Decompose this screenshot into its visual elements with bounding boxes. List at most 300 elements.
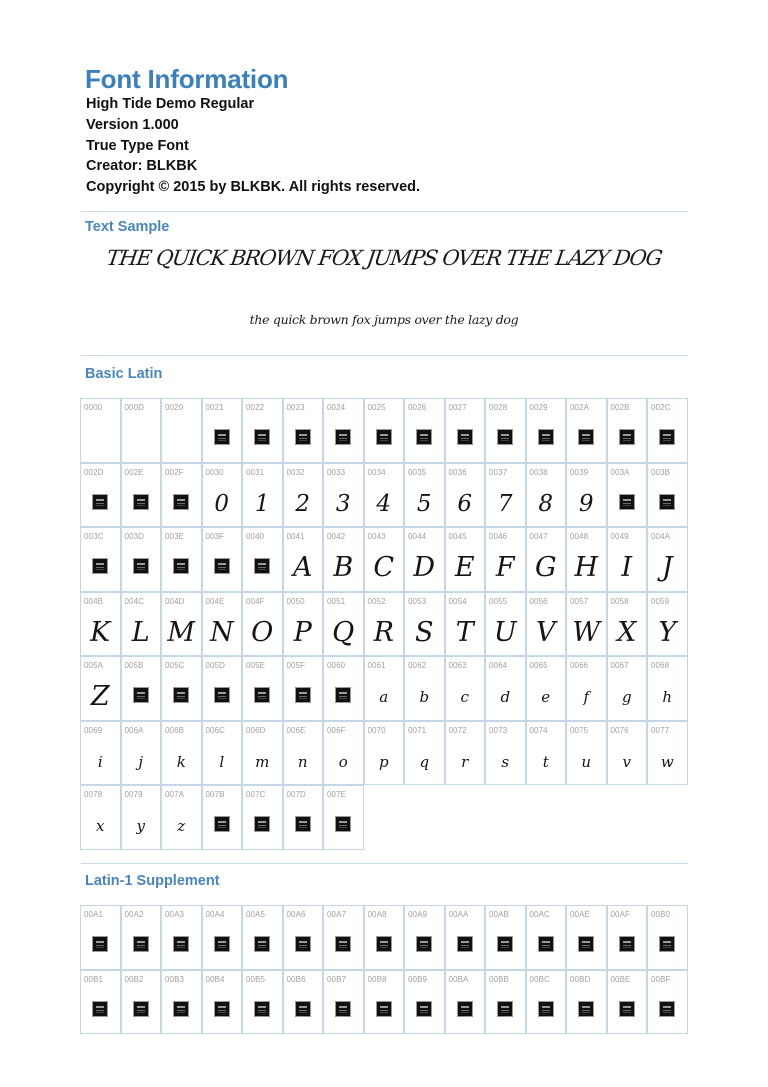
glyph-code: 0078	[84, 790, 103, 799]
glyph-code: 007E	[327, 790, 347, 799]
font-info	[86, 94, 420, 198]
demo-placeholder-icon	[254, 1001, 270, 1017]
glyph-cell	[364, 527, 405, 592]
glyph-code: 005E	[246, 661, 266, 670]
glyph-preview: R	[373, 616, 394, 648]
demo-placeholder-icon	[538, 429, 554, 445]
glyph-cell	[485, 656, 526, 721]
glyph-preview: 3	[335, 490, 351, 517]
glyph-code: 0045	[448, 532, 467, 541]
glyph-preview: T	[455, 616, 474, 648]
glyph-preview: 0	[214, 490, 230, 517]
glyph-code: 00B3	[165, 974, 185, 984]
glyph-code: 005A	[84, 661, 104, 670]
glyph-code: 0023	[286, 403, 305, 412]
demo-placeholder-icon	[173, 687, 189, 703]
glyph-code: 004E	[205, 596, 225, 606]
glyph-cell	[121, 905, 162, 970]
glyph-cell	[404, 721, 445, 786]
glyph-code: 003E	[165, 532, 185, 541]
glyph-cell	[404, 527, 445, 592]
glyph-code: 0037	[489, 467, 508, 477]
glyph-cell	[242, 398, 283, 463]
glyph-cell	[526, 905, 567, 970]
glyph-cell	[80, 592, 121, 657]
glyph-cell	[566, 527, 607, 592]
glyph-cell	[121, 721, 162, 786]
glyph-cell	[242, 463, 283, 528]
glyph-preview: o	[338, 752, 348, 771]
demo-placeholder-icon	[214, 429, 230, 445]
glyph-code: 00B4	[205, 974, 225, 984]
glyph-code: 0048	[570, 532, 589, 541]
demo-placeholder-icon	[133, 494, 149, 510]
glyph-code: 006D	[246, 725, 266, 735]
glyph-code: 0079	[124, 790, 143, 799]
glyph-code: 0055	[489, 596, 508, 606]
glyph-cell	[526, 656, 567, 721]
demo-placeholder-icon	[173, 494, 189, 510]
glyph-cell	[485, 905, 526, 970]
glyph-cell	[80, 785, 121, 850]
glyph-code: 0068	[651, 661, 670, 670]
glyph-cell	[202, 398, 243, 463]
demo-placeholder-icon	[295, 687, 311, 703]
glyph-preview: r	[461, 752, 469, 771]
glyph-preview: w	[660, 752, 674, 771]
glyph-cell	[364, 905, 405, 970]
glyph-preview: a	[379, 688, 389, 706]
glyph-code: 003D	[124, 532, 145, 541]
demo-placeholder-icon	[416, 1001, 432, 1017]
glyph-code: 00B5	[246, 974, 266, 984]
glyph-code: 00AB	[489, 910, 509, 919]
glyph-code: 0029	[529, 403, 548, 412]
glyph-preview: h	[662, 688, 673, 706]
glyph-code: 003A	[610, 467, 630, 477]
demo-placeholder-icon	[173, 1001, 189, 1017]
divider	[81, 211, 688, 212]
glyph-cell	[242, 970, 283, 1035]
glyph-code: 00BB	[489, 974, 509, 984]
glyph-preview: B	[333, 552, 354, 583]
glyph-cell	[121, 785, 162, 850]
glyph-code: 007C	[246, 790, 266, 799]
glyph-preview: u	[581, 752, 592, 771]
glyph-preview: F	[495, 552, 515, 583]
glyph-cell	[566, 970, 607, 1035]
demo-placeholder-icon	[295, 429, 311, 445]
glyph-code: 00BA	[448, 974, 469, 984]
demo-placeholder-icon	[659, 936, 675, 952]
glyph-preview: S	[415, 616, 434, 648]
glyph-preview: C	[373, 552, 395, 583]
glyph-cell	[404, 656, 445, 721]
demo-placeholder-icon	[538, 936, 554, 952]
glyph-cell	[445, 721, 486, 786]
glyph-code: 0054	[448, 596, 467, 606]
glyph-code: 0031	[246, 467, 265, 477]
glyph-preview: l	[219, 752, 225, 771]
glyph-code: 007B	[205, 790, 225, 799]
glyph-code: 00A5	[246, 910, 266, 919]
glyph-code: 00B7	[327, 974, 347, 984]
glyph-cell	[242, 905, 283, 970]
glyph-cell	[364, 970, 405, 1035]
glyph-code: 0062	[408, 661, 427, 670]
demo-placeholder-icon	[254, 558, 270, 574]
glyph-code: 005C	[165, 661, 185, 670]
glyph-preview: W	[572, 616, 601, 648]
glyph-preview: 4	[376, 490, 392, 517]
demo-placeholder-icon	[214, 687, 230, 703]
glyph-preview: N	[209, 616, 234, 648]
glyph-cell	[121, 592, 162, 657]
demo-placeholder-icon	[254, 936, 270, 952]
glyph-code: 0063	[448, 661, 467, 670]
glyph-preview: q	[419, 752, 430, 771]
glyph-cell	[323, 785, 364, 850]
glyph-cell	[485, 721, 526, 786]
divider	[81, 863, 688, 864]
glyph-code: 006F	[327, 725, 346, 735]
glyph-preview: n	[297, 752, 308, 771]
glyph-preview: 6	[457, 490, 473, 517]
demo-placeholder-icon	[416, 936, 432, 952]
glyph-cell	[161, 785, 202, 850]
glyph-code: 0033	[327, 467, 346, 477]
glyph-cell	[566, 592, 607, 657]
glyph-code: 0027	[448, 403, 467, 412]
glyph-cell	[242, 656, 283, 721]
glyph-cell	[161, 527, 202, 592]
glyph-code: 00AE	[570, 910, 590, 919]
demo-placeholder-icon	[659, 1001, 675, 1017]
glyph-cell	[647, 527, 688, 592]
glyph-code: 00A2	[124, 910, 144, 919]
glyph-cell	[161, 970, 202, 1035]
glyph-cell	[283, 398, 324, 463]
demo-placeholder-icon	[133, 687, 149, 703]
glyph-cell	[485, 527, 526, 592]
glyph-cell	[202, 721, 243, 786]
glyph-cell	[404, 463, 445, 528]
demo-placeholder-icon	[335, 429, 351, 445]
demo-placeholder-icon	[376, 1001, 392, 1017]
glyph-cell	[647, 970, 688, 1035]
glyph-code: 002F	[165, 467, 184, 477]
glyph-cell	[364, 592, 405, 657]
glyph-preview: 2	[295, 490, 311, 517]
glyph-cell	[242, 592, 283, 657]
glyph-preview: X	[617, 616, 637, 648]
glyph-cell	[283, 970, 324, 1035]
glyph-code: 0000	[84, 403, 103, 412]
glyph-code: 0058	[610, 596, 629, 606]
glyph-code: 0061	[367, 661, 386, 670]
glyph-code: 006C	[205, 725, 226, 735]
glyph-code: 0038	[529, 467, 548, 477]
demo-placeholder-icon	[214, 558, 230, 574]
glyph-cell	[80, 463, 121, 528]
glyph-preview: i	[97, 752, 103, 771]
demo-placeholder-icon	[578, 1001, 594, 1017]
glyph-cell	[526, 527, 567, 592]
glyph-cell	[607, 463, 648, 528]
glyph-code: 0044	[408, 532, 427, 541]
demo-placeholder-icon	[497, 936, 513, 952]
glyph-cell	[242, 721, 283, 786]
glyph-code: 002E	[124, 467, 144, 477]
glyph-code: 0075	[570, 725, 589, 735]
glyph-cell	[323, 398, 364, 463]
glyph-cell	[323, 905, 364, 970]
glyph-cell	[121, 527, 162, 592]
glyph-code: 0072	[448, 725, 467, 735]
glyph-cell	[404, 592, 445, 657]
latin1-supplement-grid	[80, 905, 688, 1035]
glyph-cell	[566, 905, 607, 970]
glyph-code: 0051	[327, 596, 346, 606]
glyph-code: 00BF	[651, 974, 671, 984]
glyph-code: 00B9	[408, 974, 428, 984]
glyph-code: 007A	[165, 790, 185, 799]
glyph-code: 00A1	[84, 910, 104, 919]
divider	[81, 355, 688, 356]
glyph-cell	[121, 970, 162, 1035]
glyph-cell	[80, 398, 121, 463]
glyph-code: 004F	[246, 596, 265, 606]
glyph-cell	[566, 656, 607, 721]
glyph-cell	[323, 527, 364, 592]
glyph-preview: M	[167, 616, 196, 648]
glyph-cell	[161, 398, 202, 463]
glyph-preview: O	[251, 616, 274, 648]
glyph-cell	[202, 656, 243, 721]
demo-placeholder-icon	[173, 558, 189, 574]
glyph-code: 0028	[489, 403, 508, 412]
glyph-preview: L	[131, 616, 150, 648]
glyph-cell	[202, 785, 243, 850]
glyph-cell	[242, 527, 283, 592]
glyph-cell	[526, 592, 567, 657]
glyph-code: 0052	[367, 596, 386, 606]
glyph-preview: Q	[332, 616, 355, 648]
glyph-cell	[161, 721, 202, 786]
glyph-cell	[283, 721, 324, 786]
glyph-cell	[445, 970, 486, 1035]
glyph-preview: 8	[538, 490, 554, 517]
glyph-preview: J	[661, 552, 673, 583]
glyph-cell	[242, 785, 283, 850]
glyph-preview: y	[136, 817, 145, 835]
glyph-code: 0050	[286, 596, 305, 606]
glyph-cell	[80, 970, 121, 1035]
glyph-cell	[283, 592, 324, 657]
glyph-cell	[445, 463, 486, 528]
glyph-code: 00B0	[651, 910, 671, 919]
glyph-code: 0074	[529, 725, 548, 735]
glyph-code: 00A7	[327, 910, 347, 919]
glyph-cell	[202, 905, 243, 970]
demo-placeholder-icon	[133, 936, 149, 952]
glyph-preview: s	[501, 752, 510, 771]
glyph-code: 0040	[246, 532, 265, 541]
demo-placeholder-icon	[335, 816, 351, 832]
glyph-code: 00B6	[286, 974, 306, 984]
glyph-code: 0021	[205, 403, 224, 412]
glyph-code: 0049	[610, 532, 629, 541]
glyph-code: 006E	[286, 725, 306, 735]
glyph-code: 0025	[367, 403, 386, 412]
glyph-preview: 1	[254, 490, 270, 517]
demo-placeholder-icon	[335, 687, 351, 703]
basic-latin-grid	[80, 398, 688, 853]
demo-placeholder-icon	[295, 1001, 311, 1017]
glyph-cell	[283, 656, 324, 721]
demo-placeholder-icon	[335, 1001, 351, 1017]
glyph-preview: v	[622, 752, 631, 771]
glyph-cell	[283, 527, 324, 592]
glyph-preview: e	[541, 688, 551, 706]
font-copyright: Copyright © 2015 by BLKBK. All rights reserved.	[86, 179, 421, 196]
glyph-cell	[323, 463, 364, 528]
glyph-preview: f	[583, 688, 590, 706]
glyph-preview: D	[413, 552, 436, 583]
section-heading-latin1-supplement: Latin-1 Supplement	[85, 873, 220, 889]
glyph-cell	[283, 785, 324, 850]
glyph-code: 003C	[84, 532, 104, 541]
glyph-preview: I	[621, 552, 633, 583]
glyph-preview: V	[536, 616, 556, 648]
glyph-code: 002D	[84, 467, 104, 477]
glyph-code: 0034	[367, 467, 386, 477]
demo-placeholder-icon	[619, 1001, 635, 1017]
demo-placeholder-icon	[92, 494, 108, 510]
text-sample-uppercase: THE QUICK BROWN FOX JUMPS OVER THE LAZY DOG	[105, 246, 663, 270]
glyph-preview: 9	[578, 490, 594, 517]
glyph-cell	[202, 527, 243, 592]
glyph-code: 0039	[570, 467, 589, 477]
glyph-cell	[445, 398, 486, 463]
glyph-code: 0060	[327, 661, 346, 670]
glyph-code: 0066	[570, 661, 589, 670]
glyph-cell	[80, 527, 121, 592]
glyph-preview: j	[138, 752, 144, 771]
glyph-code: 003B	[651, 467, 671, 477]
section-heading-text-sample: Text Sample	[85, 219, 170, 235]
glyph-preview: p	[378, 752, 389, 771]
glyph-code: 00B8	[367, 974, 387, 984]
glyph-code: 0057	[570, 596, 589, 606]
glyph-code: 00A3	[165, 910, 185, 919]
glyph-code: 0032	[286, 467, 305, 477]
glyph-cell	[404, 398, 445, 463]
glyph-cell	[323, 970, 364, 1035]
glyph-code: 00A9	[408, 910, 428, 919]
glyph-cell	[485, 970, 526, 1035]
glyph-code: 00BC	[529, 974, 550, 984]
demo-placeholder-icon	[173, 936, 189, 952]
demo-placeholder-icon	[92, 558, 108, 574]
glyph-preview: z	[177, 817, 186, 835]
glyph-code: 0030	[205, 467, 224, 477]
glyph-cell	[283, 905, 324, 970]
glyph-code: 0069	[84, 725, 103, 735]
glyph-cell	[323, 656, 364, 721]
glyph-code: 0041	[286, 532, 305, 541]
text-sample-lowercase: the quick brown fox jumps over the lazy dog	[249, 312, 519, 327]
glyph-cell	[647, 656, 688, 721]
glyph-cell	[647, 721, 688, 786]
glyph-cell	[80, 656, 121, 721]
glyph-code: 0067	[610, 661, 629, 670]
glyph-preview: A	[293, 552, 313, 583]
glyph-cell	[445, 592, 486, 657]
font-version: Version 1.000	[86, 116, 179, 133]
glyph-preview: 7	[497, 490, 513, 517]
glyph-code: 00BE	[610, 974, 631, 984]
glyph-code: 002A	[570, 403, 590, 412]
glyph-code: 00A4	[205, 910, 225, 919]
glyph-code: 0046	[489, 532, 508, 541]
glyph-code: 00B1	[84, 974, 104, 984]
glyph-code: 00AC	[529, 910, 550, 919]
glyph-code: 0065	[529, 661, 548, 670]
demo-placeholder-icon	[457, 936, 473, 952]
glyph-cell	[323, 721, 364, 786]
glyph-code: 0053	[408, 596, 427, 606]
glyph-code: 00B2	[124, 974, 144, 984]
glyph-cell	[323, 592, 364, 657]
glyph-cell	[80, 721, 121, 786]
demo-placeholder-icon	[619, 494, 635, 510]
page-title: Font Information	[85, 64, 289, 94]
font-type: True Type Font	[86, 137, 189, 154]
glyph-preview: k	[176, 752, 186, 771]
demo-placeholder-icon	[497, 1001, 513, 1017]
glyph-cell	[526, 463, 567, 528]
glyph-code: 0076	[610, 725, 629, 735]
glyph-cell	[161, 463, 202, 528]
demo-placeholder-icon	[133, 1001, 149, 1017]
demo-placeholder-icon	[538, 1001, 554, 1017]
glyph-cell	[566, 463, 607, 528]
glyph-cell	[607, 656, 648, 721]
demo-placeholder-icon	[92, 936, 108, 952]
glyph-code: 006B	[165, 725, 185, 735]
glyph-cell	[607, 721, 648, 786]
demo-placeholder-icon	[376, 429, 392, 445]
glyph-cell	[283, 463, 324, 528]
glyph-cell	[607, 970, 648, 1035]
glyph-code: 0064	[489, 661, 508, 670]
demo-placeholder-icon	[578, 936, 594, 952]
glyph-preview: b	[419, 688, 430, 706]
demo-placeholder-icon	[295, 936, 311, 952]
glyph-code: 00AF	[610, 910, 631, 919]
font-name: High Tide Demo Regular	[86, 96, 255, 112]
glyph-code: 0024	[327, 403, 346, 412]
glyph-cell	[121, 656, 162, 721]
demo-placeholder-icon	[133, 558, 149, 574]
glyph-code: 00A6	[286, 910, 306, 919]
glyph-preview: G	[534, 552, 557, 583]
glyph-code: 000D	[124, 403, 145, 412]
glyph-code: 0070	[367, 725, 386, 735]
glyph-cell	[404, 970, 445, 1035]
demo-placeholder-icon	[659, 494, 675, 510]
